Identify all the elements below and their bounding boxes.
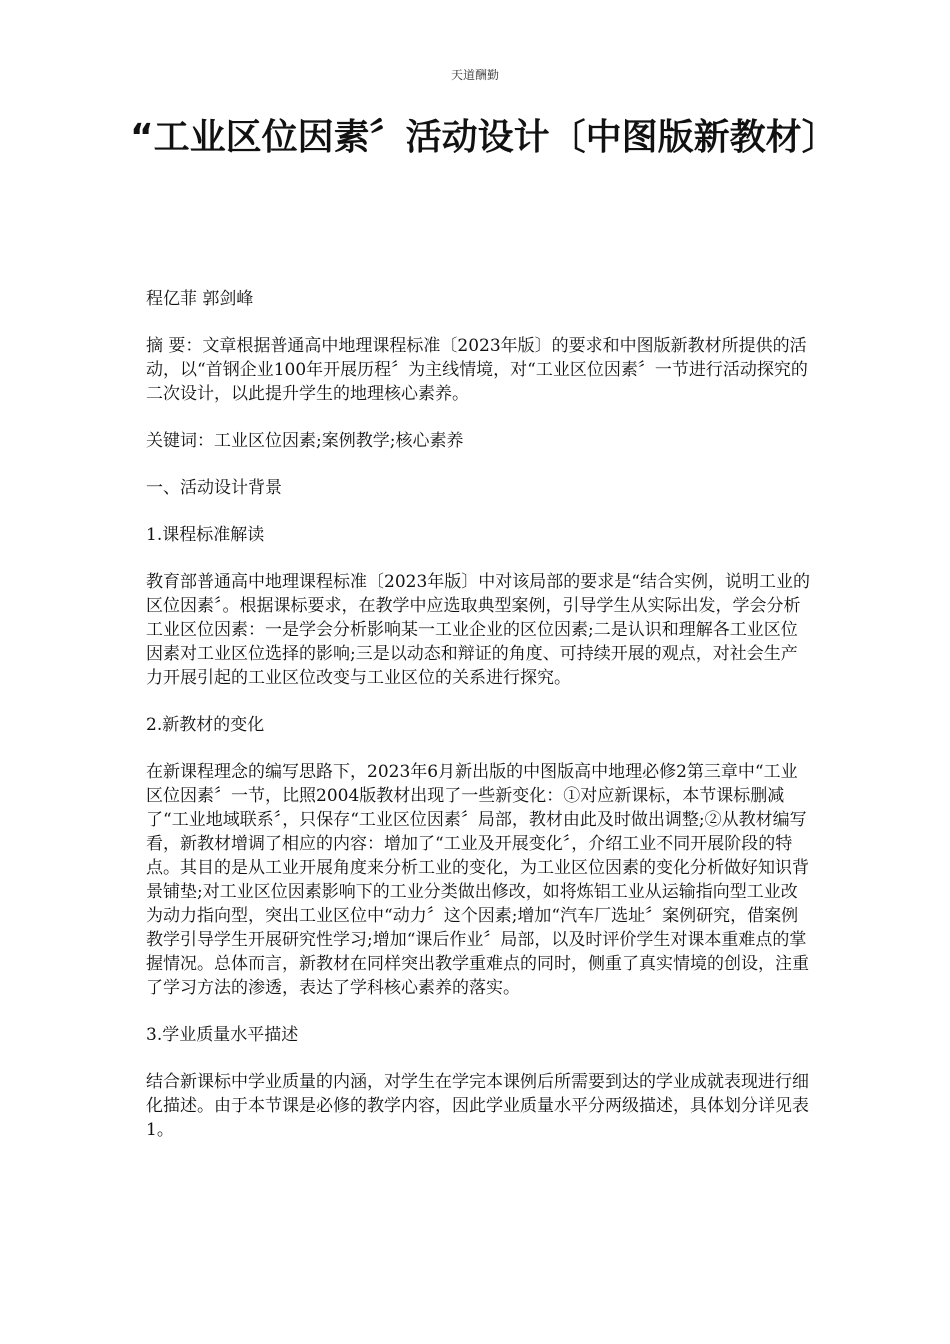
- section-heading: 一、活动设计背景: [146, 478, 282, 498]
- abstract: 摘 要：文章根据普通高中地理课程标准〔2023年版〕的要求和中图版新教材所提供的活动，以“首钢企业100年开展历程〞为主线情境，对“工业区位因素〞一节进行活动探究的二次设计，以此提升学生的地理核心素养。: [146, 336, 808, 404]
- paragraph: 教育部普通高中地理课程标准〔2023年版〕中对该局部的要求是“结合实例，说明工业的区位因素〞。根据课标要求，在教学中应选取典型案例，引导学生从实际出发，学会分析工业区位因素：一是学会分析影响某一工业企业的区位因素;二是认识和理解各工业区位因素对工业区位选择的影响;三是以动态和辩证的角度、可持续开展的观点，对社会生产力开展引起的工业区位改变与工业区位的关系进行探究。: [146, 572, 810, 688]
- document-body: [146, 287, 811, 1165]
- subsection-heading: 2.新教材的变化: [146, 715, 265, 735]
- keywords: 关键词：工业区位因素;案例教学;核心素养: [146, 431, 464, 451]
- document-title: “工业区位因素〞活动设计〔中图版新教材〕: [130, 117, 838, 158]
- paragraph: 在新课程理念的编写思路下，2023年6月新出版的中图版高中地理必修2第三章中“工业区位因素〞一节，比照2004版教材出现了一些新变化：①对应新课标，本节课标删减了“工业地域联系〞，只保存“工业区位因素〞局部，教材由此及时做出调整;②从教材编写看，新教材增调了相应的内容：增加了“工业及开展变化〞，介绍工业不同开展阶段的特点。其目的是从工业开展角度来分析工业的变化，为工业区位因素的变化分析做好知识背景铺垫;对工业区位因素影响下的工业分类做出修改，如将炼铝工业从运输指向型工业改为动力指向型，突出工业区位中“动力〞这个因素;增加“汽车厂选址〞案例研究，借案例教学引导学生开展研究性学习;增加“课后作业〞局部，以及时评价学生对课本重难点的掌握情况。总体而言，新教材在同样突出教学重难点的同时，侧重了真实情境的创设，注重了学习方法的渗透，表达了学科核心素养的落实。: [146, 762, 809, 998]
- authors: 程亿菲 郭剑峰: [146, 289, 254, 309]
- page-header: 天道酬勤: [450, 68, 499, 82]
- subsection-heading: 1.课程标准解读: [146, 525, 265, 545]
- paragraph: 结合新课标中学业质量的内涵，对学生在学完本课例后所需要到达的学业成就表现进行细化描述。由于本节课是必修的教学内容，因此学业质量水平分两级描述，具体划分详见表1。: [146, 1072, 809, 1140]
- subsection-heading: 3.学业质量水平描述: [146, 1025, 299, 1045]
